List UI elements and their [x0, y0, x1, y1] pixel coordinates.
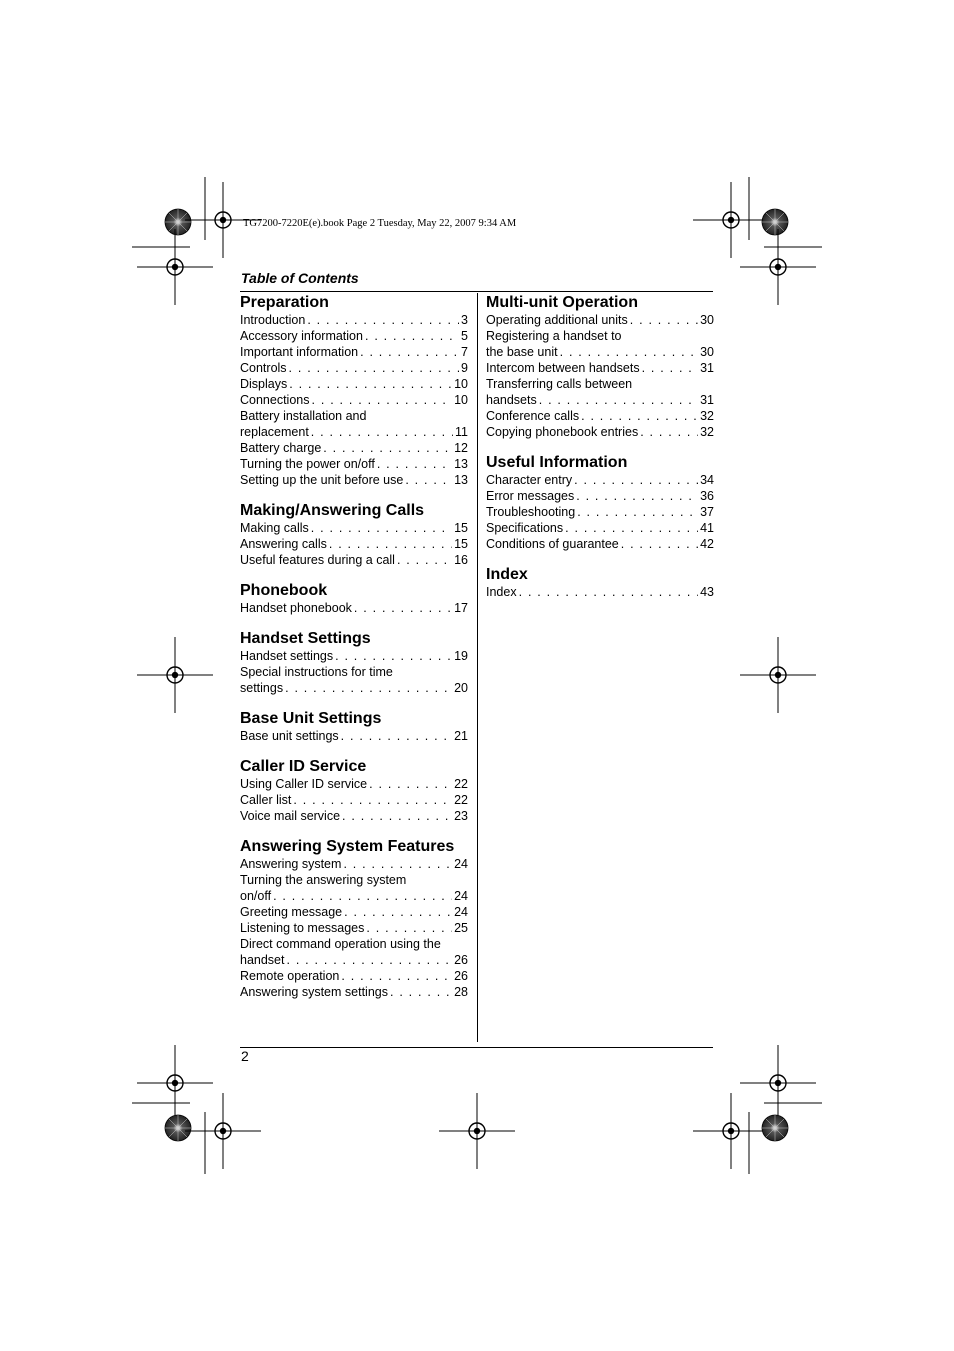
toc-entry[interactable] — [240, 856, 468, 872]
dot-leader — [640, 424, 698, 440]
toc-entry-title: Special instructions for time — [240, 665, 393, 679]
crosshair-icon — [137, 637, 213, 713]
toc-entry[interactable] — [240, 360, 468, 376]
dot-leader — [289, 376, 452, 392]
toc-entry-title: handsets — [486, 393, 537, 407]
toc-entry-title: Accessory information — [240, 329, 363, 343]
dot-leader — [621, 536, 698, 552]
column-divider — [477, 293, 478, 1042]
toc-entry[interactable] — [240, 808, 468, 824]
dot-leader — [344, 904, 452, 920]
section-heading: Answering System Features — [240, 838, 455, 855]
toc-entry-page: 30 — [700, 313, 714, 327]
toc-entry-title: Copying phonebook entries — [486, 425, 639, 439]
toc-entry-title: on/off — [240, 889, 272, 903]
toc-entry-title: Registering a handset to — [486, 329, 622, 343]
toc-entry[interactable] — [486, 488, 714, 504]
dot-leader — [397, 552, 452, 568]
toc-entry-page: 31 — [700, 361, 714, 375]
toc-entry[interactable] — [486, 344, 714, 360]
section-heading: Useful Information — [486, 454, 628, 471]
toc-entry-page: 42 — [700, 537, 714, 551]
toc-entry-title: Important information — [240, 345, 359, 359]
toc-entry-title: Introduction — [240, 313, 306, 327]
section-heading: Preparation — [240, 294, 329, 311]
toc-entry-page: 32 — [700, 409, 714, 423]
dot-leader — [577, 504, 698, 520]
toc-entry[interactable] — [240, 792, 468, 808]
toc-entry-title: Connections — [240, 393, 310, 407]
header-rule — [240, 291, 713, 292]
toc-entry[interactable] — [240, 552, 468, 568]
footer-rule — [240, 1047, 713, 1048]
toc-entry-title: Specifications — [486, 521, 564, 535]
toc-entry[interactable] — [240, 600, 468, 616]
toc-entry-title: Turning the power on/off — [240, 457, 375, 471]
toc-entry-title: Conference calls — [486, 409, 580, 423]
toc-entry-page: 28 — [454, 985, 468, 999]
toc-entry-page: 24 — [454, 889, 468, 903]
toc-entry-page: 21 — [454, 729, 468, 743]
toc-entry-page: 10 — [454, 393, 468, 407]
toc-entry-title: Troubleshooting — [486, 505, 576, 519]
toc-entry-page: 22 — [454, 793, 468, 807]
section-heading: Phonebook — [240, 582, 328, 599]
toc-entry-page: 9 — [461, 361, 468, 375]
crosshair-icon — [137, 229, 213, 305]
dot-leader — [335, 648, 452, 664]
toc-entry-page: 5 — [461, 329, 468, 343]
toc-entry[interactable] — [240, 872, 468, 888]
toc-entry[interactable] — [240, 936, 468, 952]
toc-entry[interactable] — [486, 328, 714, 344]
dot-leader — [539, 392, 698, 408]
toc-entry-title: Answering system settings — [240, 985, 388, 999]
dot-leader — [354, 600, 452, 616]
page-title: Table of Contents — [241, 270, 359, 286]
dot-leader — [311, 424, 453, 440]
section-heading: Multi-unit Operation — [486, 294, 638, 311]
toc-entry-title: Using Caller ID service — [240, 777, 368, 791]
dot-leader — [574, 472, 698, 488]
dot-leader — [341, 728, 452, 744]
toc-entry-title: Transferring calls between — [486, 377, 633, 391]
toc-entry-page: 30 — [700, 345, 714, 359]
toc-entry-page: 25 — [454, 921, 468, 935]
toc-entry[interactable] — [240, 312, 468, 328]
toc-entry-page: 23 — [454, 809, 468, 823]
section-heading: Handset Settings — [240, 630, 371, 647]
dot-leader — [312, 392, 453, 408]
crosshair-icon — [185, 1093, 261, 1169]
dot-leader — [365, 328, 459, 344]
toc-entry-title: Setting up the unit before use — [240, 473, 404, 487]
dot-leader — [311, 520, 452, 536]
toc-entry-title: Caller list — [240, 793, 292, 807]
toc-entry-page: 12 — [454, 441, 468, 455]
toc-entry[interactable] — [240, 648, 468, 664]
toc-entry-page: 17 — [454, 601, 468, 615]
toc-entry-title: settings — [240, 681, 284, 695]
toc-entry[interactable] — [240, 408, 468, 424]
toc-entry[interactable] — [486, 376, 714, 392]
crosshair-icon — [439, 1093, 515, 1169]
dot-leader — [342, 808, 452, 824]
toc-entry[interactable] — [486, 520, 714, 536]
dot-leader — [323, 440, 452, 456]
toc-entry-title: Making calls — [240, 521, 309, 535]
toc-entry-page: 22 — [454, 777, 468, 791]
toc-entry[interactable] — [240, 536, 468, 552]
toc-entry[interactable] — [240, 728, 468, 744]
toc-entry-page: 19 — [454, 649, 468, 663]
section-heading: Base Unit Settings — [240, 710, 382, 727]
toc-entry[interactable] — [240, 888, 468, 904]
toc-entry[interactable] — [486, 424, 714, 440]
toc-entry[interactable] — [486, 392, 714, 408]
toc-right-column — [486, 294, 714, 600]
dot-leader — [341, 968, 452, 984]
toc-entry-page: 26 — [454, 969, 468, 983]
toc-entry-page: 15 — [454, 537, 468, 551]
section-heading: Index — [486, 566, 528, 583]
toc-entry-title: Controls — [240, 361, 287, 375]
toc-entry[interactable] — [486, 504, 714, 520]
toc-entry-title: Useful features during a call — [240, 553, 395, 567]
toc-entry[interactable] — [240, 440, 468, 456]
toc-entry-page: 11 — [455, 425, 468, 439]
crosshair-icon — [693, 182, 769, 258]
toc-entry-page: 34 — [700, 473, 714, 487]
toc-entry[interactable] — [240, 680, 468, 696]
dot-leader — [565, 520, 698, 536]
toc-entry-title: Battery installation and — [240, 409, 367, 423]
toc-entry-page: 7 — [461, 345, 468, 359]
toc-entry-page: 43 — [700, 585, 714, 599]
toc-entry-page: 24 — [454, 857, 468, 871]
toc-entry-title: Voice mail service — [240, 809, 341, 823]
toc-entry[interactable] — [240, 904, 468, 920]
toc-entry-title: Error messages — [486, 489, 575, 503]
toc-left-column — [240, 294, 468, 1000]
toc-entry-title: Index — [486, 585, 517, 599]
toc-entry-title: replacement — [240, 425, 309, 439]
toc-entry-page: 15 — [454, 521, 468, 535]
toc-entry-title: Character entry — [486, 473, 573, 487]
toc-entry[interactable] — [486, 312, 714, 328]
toc-entry-page: 26 — [454, 953, 468, 967]
toc-entry-page: 16 — [454, 553, 468, 567]
toc-entry[interactable] — [240, 456, 468, 472]
toc-entry[interactable] — [240, 328, 468, 344]
star-target-icon — [165, 1115, 191, 1141]
crosshair-icon — [740, 1045, 816, 1121]
dot-leader — [519, 584, 699, 600]
star-target-icon — [165, 209, 191, 235]
dot-leader — [642, 360, 699, 376]
dot-leader — [329, 536, 452, 552]
toc-entry[interactable] — [486, 472, 714, 488]
toc-entry-title: Answering system — [240, 857, 342, 871]
toc-entry-title: Listening to messages — [240, 921, 365, 935]
dot-leader — [289, 360, 460, 376]
toc-entry[interactable] — [240, 424, 468, 440]
toc-entry-title: the base unit — [486, 345, 558, 359]
crosshair-icon — [137, 1045, 213, 1121]
toc-entry-title: Base unit settings — [240, 729, 339, 743]
dot-leader — [273, 888, 452, 904]
toc-entry-title: handset — [240, 953, 285, 967]
toc-entry-title: Conditions of guarantee — [486, 537, 619, 551]
toc-entry[interactable] — [240, 472, 468, 488]
dot-leader — [405, 472, 452, 488]
dot-leader — [581, 408, 698, 424]
toc-entry-title: Handset phonebook — [240, 601, 352, 615]
crosshair-icon — [740, 229, 816, 305]
crosshair-icon — [693, 1093, 769, 1169]
dot-leader — [286, 952, 452, 968]
toc-entry[interactable] — [240, 984, 468, 1000]
toc-entry-page: 3 — [461, 313, 468, 327]
dot-leader — [377, 456, 452, 472]
dot-leader — [366, 920, 452, 936]
toc-entry[interactable] — [486, 536, 714, 552]
toc-entry[interactable] — [240, 520, 468, 536]
toc-entry-page: 13 — [454, 473, 468, 487]
toc-entry[interactable] — [240, 952, 468, 968]
dot-leader — [285, 680, 452, 696]
toc-entry-title: Direct command operation using the — [240, 937, 441, 951]
dot-leader — [390, 984, 452, 1000]
toc-entry-title: Handset settings — [240, 649, 334, 663]
toc-entry[interactable] — [240, 344, 468, 360]
dot-leader — [560, 344, 699, 360]
crosshair-icon — [740, 637, 816, 713]
toc-entry[interactable] — [240, 776, 468, 792]
toc-entry-page: 13 — [454, 457, 468, 471]
toc-entry-page: 20 — [454, 681, 468, 695]
toc-entry[interactable] — [486, 584, 714, 600]
toc-entry-title: Turning the answering system — [240, 873, 407, 887]
star-target-icon — [762, 209, 788, 235]
toc-entry[interactable] — [240, 968, 468, 984]
dot-leader — [576, 488, 698, 504]
toc-entry-page: 10 — [454, 377, 468, 391]
toc-entry-title: Operating additional units — [486, 313, 628, 327]
toc-entry-page: 36 — [700, 489, 714, 503]
toc-entry-page: 37 — [700, 505, 714, 519]
toc-entry-title: Answering calls — [240, 537, 327, 551]
page-number: 2 — [241, 1048, 249, 1064]
toc-entry-page: 31 — [700, 393, 714, 407]
toc-entry-page: 32 — [700, 425, 714, 439]
toc-entry[interactable] — [240, 376, 468, 392]
toc-entry[interactable] — [240, 664, 468, 680]
toc-entry-page: 24 — [454, 905, 468, 919]
section-heading: Caller ID Service — [240, 758, 367, 775]
toc-entry[interactable] — [240, 920, 468, 936]
dot-leader — [307, 312, 459, 328]
toc-entry-title: Battery charge — [240, 441, 322, 455]
dot-leader — [369, 776, 452, 792]
toc-entry-title: Displays — [240, 377, 288, 391]
dot-leader — [343, 856, 452, 872]
dot-leader — [630, 312, 698, 328]
toc-entry-title: Greeting message — [240, 905, 343, 919]
print-slug-line: TG7200-7220E(e).book Page 2 Tuesday, May 22, 2007 9:34 AM — [243, 218, 517, 229]
toc-entry-title: Remote operation — [240, 969, 340, 983]
dot-leader — [293, 792, 452, 808]
dot-leader — [360, 344, 459, 360]
toc-entry[interactable] — [240, 392, 468, 408]
toc-entry-title: Intercom between handsets — [486, 361, 640, 375]
section-heading: Making/Answering Calls — [240, 502, 425, 519]
toc-entry[interactable] — [486, 408, 714, 424]
star-target-icon — [762, 1115, 788, 1141]
toc-entry[interactable] — [486, 360, 714, 376]
toc-entry-page: 41 — [700, 521, 714, 535]
